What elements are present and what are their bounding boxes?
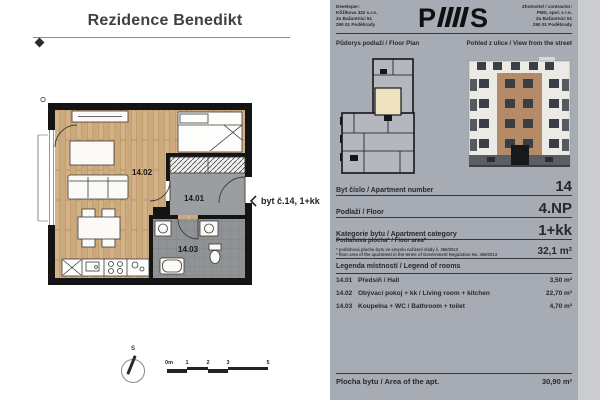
pms-logo xyxy=(418,6,490,30)
legend-room-id: 14.03 xyxy=(336,303,353,310)
floor-area-value: 32,1 m² xyxy=(537,246,572,257)
scale-segment xyxy=(228,367,268,370)
compass-north-label: S xyxy=(130,346,135,352)
logo-letter-p: P xyxy=(418,6,437,30)
info-panel xyxy=(330,0,578,400)
total-area-label: Plocha bytu / Area of the apt. xyxy=(336,377,440,386)
logo-letter-s: S xyxy=(470,6,489,30)
developer-line: Za Bažantnicí 51 xyxy=(336,15,372,21)
legend-room-area: 3,50 m² xyxy=(549,277,572,284)
legend-title: Legenda místností / Legend of rooms xyxy=(336,263,572,274)
legend-room-area: 4,70 m² xyxy=(549,303,572,310)
scale-segment xyxy=(208,370,228,373)
highlighted-apartment xyxy=(375,88,401,115)
floor-plan-drawing xyxy=(32,95,262,290)
floor-label: Podlaží / Floor xyxy=(336,209,384,216)
floor-value: 4.NP xyxy=(538,200,572,217)
legend-room-id: 14.02 xyxy=(336,290,353,297)
developer-line: Křižíkova 322 s.r.o. xyxy=(336,9,378,15)
legend-row-living xyxy=(336,290,572,297)
page-edge-strip xyxy=(578,0,600,400)
building-street-view xyxy=(467,57,572,172)
scale-segment xyxy=(187,367,208,370)
contractor-label: Zhotovitel / contractor: xyxy=(521,4,572,9)
category-label: Kategorie bytu / Apartment category xyxy=(336,231,457,238)
floor-area-label: Podlahová plocha* / Floor area* xyxy=(336,237,427,244)
contractor-line: PMS, spol. s r.o. xyxy=(536,9,572,15)
total-area-row xyxy=(336,373,572,391)
balcony-railing xyxy=(38,135,48,221)
wardrobe xyxy=(170,157,245,173)
floor-area-note-cz: * podlahová plocha bytu ve smyslu nařízení vlády č. 366/2013 xyxy=(336,246,458,252)
scale-label: 1 xyxy=(185,360,189,366)
title-underline xyxy=(33,37,290,38)
floor-area-note-en: * floor area of the apartment in the terms of Government Regulation No. 366/2013 xyxy=(336,251,498,257)
legend-room-name: Předsíň / Hall xyxy=(358,277,400,284)
apartment-callout-label: byt č.14, 1+kk xyxy=(261,196,320,206)
legend-row-bath xyxy=(336,303,572,310)
header-divider xyxy=(336,33,572,34)
developer-label: Developer: xyxy=(336,4,360,9)
scale-label: 3 xyxy=(226,360,230,366)
room-label-living: 14.02 xyxy=(132,168,153,177)
developer-line: 290 01 Poděbrady xyxy=(336,21,376,27)
legend-room-name: Koupelna + WC / Bathroom + toilet xyxy=(358,303,465,310)
room-label-hall: 14.01 xyxy=(184,194,205,203)
kitchen-counter xyxy=(62,259,149,276)
logo-stripes-icon xyxy=(437,7,469,27)
scale-label: 5 xyxy=(266,360,270,366)
legend-room-area: 22,70 m² xyxy=(545,290,572,297)
apartment-number-label: Byt číslo / Apartment number xyxy=(336,187,434,194)
building-floor-plan-thumbnail xyxy=(340,55,458,177)
floor-area-row xyxy=(336,237,572,259)
apartment-number-value: 14 xyxy=(555,178,572,195)
total-area-value: 30,90 m² xyxy=(541,377,572,386)
apartment-number-row xyxy=(336,178,572,196)
page-title: Rezidence Benedikt xyxy=(87,12,243,29)
scale-label: 0m xyxy=(165,360,173,366)
contractor-line: Za Bažantnicí 51 xyxy=(536,15,572,21)
apartment-callout xyxy=(250,195,320,207)
bed xyxy=(178,112,242,152)
category-value: 1+kk xyxy=(538,222,572,239)
floor-row xyxy=(336,200,572,218)
callout-arrow-icon xyxy=(250,195,257,207)
room-label-bath: 14.03 xyxy=(178,245,199,254)
contractor-block xyxy=(522,4,572,28)
window xyxy=(48,130,55,225)
scale-bar xyxy=(167,360,277,382)
legend-room-name: Obývací pokoj + kk / Living room + kitchen xyxy=(358,290,490,297)
contractor-line: 290 01 Poděbrady xyxy=(532,21,572,27)
developer-block xyxy=(336,4,377,28)
corner-mark-icon xyxy=(35,38,45,48)
plan-marker xyxy=(41,97,45,101)
street-view-section-title: Pohled z ulice / View from the street xyxy=(466,40,572,47)
legend-room-id: 14.01 xyxy=(336,277,353,284)
legend-row-hall xyxy=(336,277,572,284)
scale-segment xyxy=(167,370,187,373)
floor-plan-section-title: Půdorys podlaží / Floor Plan xyxy=(336,40,420,47)
scale-label: 2 xyxy=(206,360,210,366)
